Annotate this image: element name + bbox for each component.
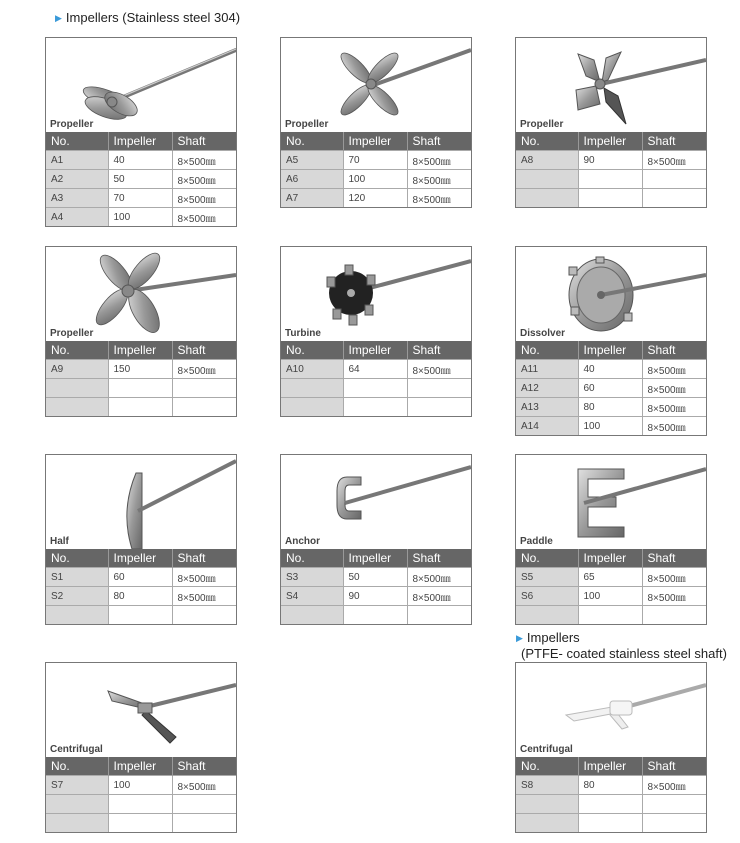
model-number: A7 [281,189,343,208]
dissolver-icon [516,247,706,341]
shaft-size [172,814,236,833]
spec-table [46,132,236,226]
spec-table [516,757,706,832]
shaft-size [407,379,471,398]
centrifugal-ptfe-icon [516,663,706,757]
table-row [46,776,236,795]
impeller-size [578,795,642,814]
impeller-category: Half [50,536,69,547]
column-header: Impeller [108,549,172,568]
column-header: Impeller [578,757,642,776]
impeller-card [280,454,472,625]
model-number [281,606,343,625]
table-header-row [516,549,706,568]
impeller-size: 60 [108,568,172,587]
column-header: No. [516,549,578,568]
table-row [46,208,236,227]
table-row [281,587,471,606]
table-row [46,568,236,587]
shaft-size [642,814,706,833]
spec-table [516,341,706,435]
impeller-size [343,606,407,625]
table-header-row [46,757,236,776]
impeller-size: 40 [108,151,172,170]
table-row [516,170,706,189]
shaft-size [642,189,706,208]
shaft-size [642,795,706,814]
table-row [281,568,471,587]
table-row [46,189,236,208]
impeller-image [281,455,471,549]
impeller-category: Propeller [50,119,94,130]
shaft-size: 8×500㎜ [172,189,236,208]
column-header: Impeller [578,549,642,568]
column-header: No. [46,549,108,568]
column-header: No. [281,341,343,360]
table-row [516,795,706,814]
model-number: A5 [281,151,343,170]
impeller-card [515,662,707,833]
model-number [516,814,578,833]
table-row [281,398,471,417]
impeller-image [516,38,706,132]
table-header-row [46,549,236,568]
column-header: Shaft [407,341,471,360]
impeller-image [281,38,471,132]
half-moon-icon [46,455,236,549]
model-number: A3 [46,189,108,208]
column-header: Impeller [343,549,407,568]
impeller-category: Propeller [50,328,94,339]
model-number [46,606,108,625]
model-number: A12 [516,379,578,398]
shaft-size: 8×500㎜ [407,189,471,208]
impeller-image [46,247,236,341]
impeller-card [45,454,237,625]
model-number: A4 [46,208,108,227]
model-number: S3 [281,568,343,587]
table-header-row [46,132,236,151]
model-number: A14 [516,417,578,436]
impeller-size: 100 [343,170,407,189]
shaft-size: 8×500㎜ [172,360,236,379]
shaft-size: 8×500㎜ [172,568,236,587]
shaft-size: 8×500㎜ [642,398,706,417]
table-row [281,360,471,379]
column-header: Shaft [642,132,706,151]
impeller-size: 90 [578,151,642,170]
shaft-size: 8×500㎜ [642,379,706,398]
table-row [46,606,236,625]
table-row [281,379,471,398]
impeller-size [108,814,172,833]
model-number: S4 [281,587,343,606]
impeller-size [578,606,642,625]
model-number: S7 [46,776,108,795]
impeller-size: 65 [578,568,642,587]
impeller-card [280,246,472,417]
model-number: A2 [46,170,108,189]
table-row [516,587,706,606]
column-header: No. [516,132,578,151]
bullet-arrow-icon: ▶ [516,633,523,643]
shaft-size [172,398,236,417]
shaft-size: 8×500㎜ [407,568,471,587]
shaft-size [172,795,236,814]
section-title-stainless: ▶ Impellers (Stainless steel 304) [55,10,241,25]
column-header: Shaft [172,757,236,776]
impeller-image [46,38,236,132]
table-header-row [516,341,706,360]
model-number [281,398,343,417]
model-number [46,814,108,833]
impeller-category: Dissolver [520,328,566,339]
column-header: Impeller [108,341,172,360]
model-number: A6 [281,170,343,189]
impeller-size [108,606,172,625]
model-number: A8 [516,151,578,170]
column-header: Impeller [108,132,172,151]
spec-table [281,132,471,207]
section-title-ptfe: ▶ Impellers [516,630,580,645]
bullet-arrow-icon: ▶ [55,13,62,23]
table-row [281,606,471,625]
column-header: No. [516,757,578,776]
impeller-size: 70 [343,151,407,170]
impeller-category: Centrifugal [50,744,103,755]
column-header: Shaft [642,757,706,776]
column-header: No. [281,549,343,568]
shaft-size [172,379,236,398]
shaft-size: 8×500㎜ [172,776,236,795]
shaft-size: 8×500㎜ [642,587,706,606]
spec-table [46,757,236,832]
impeller-image [516,663,706,757]
impeller-card [280,37,472,208]
model-number: S2 [46,587,108,606]
table-header-row [281,549,471,568]
impeller-card [45,37,237,227]
propeller-4-blade-flat-icon [516,38,706,132]
shaft-size: 8×500㎜ [642,568,706,587]
model-number: S8 [516,776,578,795]
impeller-size [578,189,642,208]
column-header: Shaft [407,549,471,568]
column-header: Shaft [407,132,471,151]
model-number [46,379,108,398]
spec-table [516,132,706,207]
impeller-size: 80 [578,398,642,417]
table-header-row [516,132,706,151]
spec-table [46,549,236,624]
model-number [516,606,578,625]
model-number: A1 [46,151,108,170]
impeller-category: Anchor [285,536,320,547]
impeller-size: 100 [108,776,172,795]
spec-table [281,341,471,416]
impeller-size: 90 [343,587,407,606]
impeller-card [515,37,707,208]
table-row [516,814,706,833]
impeller-size [578,170,642,189]
anchor-icon [281,455,471,549]
impeller-card [45,246,237,417]
table-row [281,189,471,208]
shaft-size: 8×500㎜ [642,417,706,436]
impeller-size: 80 [108,587,172,606]
impeller-card [515,454,707,625]
impeller-card [515,246,707,436]
column-header: Impeller [578,341,642,360]
column-header: No. [516,341,578,360]
turbine-icon [281,247,471,341]
shaft-size: 8×500㎜ [642,776,706,795]
impeller-size: 100 [578,417,642,436]
model-number: A10 [281,360,343,379]
shaft-size: 8×500㎜ [172,170,236,189]
table-header-row [46,341,236,360]
table-row [516,379,706,398]
spec-table [46,341,236,416]
table-row [46,151,236,170]
column-header: No. [46,341,108,360]
shaft-size [172,606,236,625]
impeller-category: Centrifugal [520,744,573,755]
column-header: Impeller [108,757,172,776]
impeller-size: 70 [108,189,172,208]
table-header-row [281,341,471,360]
table-row [516,151,706,170]
column-header: Impeller [578,132,642,151]
impeller-size [343,398,407,417]
table-row [46,379,236,398]
paddle-icon [516,455,706,549]
table-row [516,189,706,208]
model-number [281,379,343,398]
shaft-size: 8×500㎜ [642,360,706,379]
column-header: Shaft [642,549,706,568]
model-number: S5 [516,568,578,587]
table-row [516,606,706,625]
column-header: Impeller [343,132,407,151]
model-number: S6 [516,587,578,606]
table-row [516,360,706,379]
shaft-size: 8×500㎜ [407,587,471,606]
impeller-size [108,379,172,398]
table-row [516,568,706,587]
model-number: A11 [516,360,578,379]
impeller-size: 120 [343,189,407,208]
table-row [516,417,706,436]
table-row [281,151,471,170]
impeller-category: Turbine [285,328,321,339]
impeller-image [516,455,706,549]
centrifugal-icon [46,663,236,757]
impeller-category: Paddle [520,536,553,547]
impeller-size: 80 [578,776,642,795]
impeller-size: 100 [578,587,642,606]
model-number: S1 [46,568,108,587]
impeller-size: 50 [108,170,172,189]
impeller-size: 150 [108,360,172,379]
impeller-image [281,247,471,341]
shaft-size: 8×500㎜ [172,151,236,170]
propeller-4-blade-icon [281,38,471,132]
impeller-category: Propeller [520,119,564,130]
impeller-image [46,663,236,757]
table-row [46,170,236,189]
shaft-size [642,170,706,189]
impeller-category: Propeller [285,119,329,130]
propeller-large-4-blade-icon [46,247,236,341]
column-header: No. [46,757,108,776]
spec-table [516,549,706,624]
table-row [46,398,236,417]
section-subtitle-ptfe: (PTFE- coated stainless steel shaft) [521,646,727,661]
column-header: Shaft [642,341,706,360]
impeller-size: 50 [343,568,407,587]
shaft-size: 8×500㎜ [407,170,471,189]
impeller-size: 64 [343,360,407,379]
table-row [46,360,236,379]
impeller-size: 40 [578,360,642,379]
shaft-size: 8×500㎜ [172,208,236,227]
table-row [281,170,471,189]
table-row [516,776,706,795]
column-header: Shaft [172,549,236,568]
model-number [516,189,578,208]
model-number [516,795,578,814]
table-row [46,814,236,833]
impeller-card [45,662,237,833]
column-header: No. [281,132,343,151]
model-number [46,795,108,814]
column-header: No. [46,132,108,151]
model-number: A13 [516,398,578,417]
column-header: Shaft [172,341,236,360]
column-header: Shaft [172,132,236,151]
table-row [46,795,236,814]
shaft-size [407,398,471,417]
shaft-size: 8×500㎜ [172,587,236,606]
table-header-row [516,757,706,776]
model-number: A9 [46,360,108,379]
propeller-3-blade-icon [46,38,236,132]
impeller-image [516,247,706,341]
table-row [516,398,706,417]
table-header-row [281,132,471,151]
impeller-size [108,795,172,814]
shaft-size: 8×500㎜ [642,151,706,170]
model-number [516,170,578,189]
shaft-size: 8×500㎜ [407,151,471,170]
table-row [46,587,236,606]
impeller-size: 60 [578,379,642,398]
model-number [46,398,108,417]
shaft-size [642,606,706,625]
impeller-size [343,379,407,398]
column-header: Impeller [343,341,407,360]
spec-table [281,549,471,624]
impeller-size: 100 [108,208,172,227]
impeller-image [46,455,236,549]
impeller-size [578,814,642,833]
shaft-size: 8×500㎜ [407,360,471,379]
shaft-size [407,606,471,625]
impeller-size [108,398,172,417]
